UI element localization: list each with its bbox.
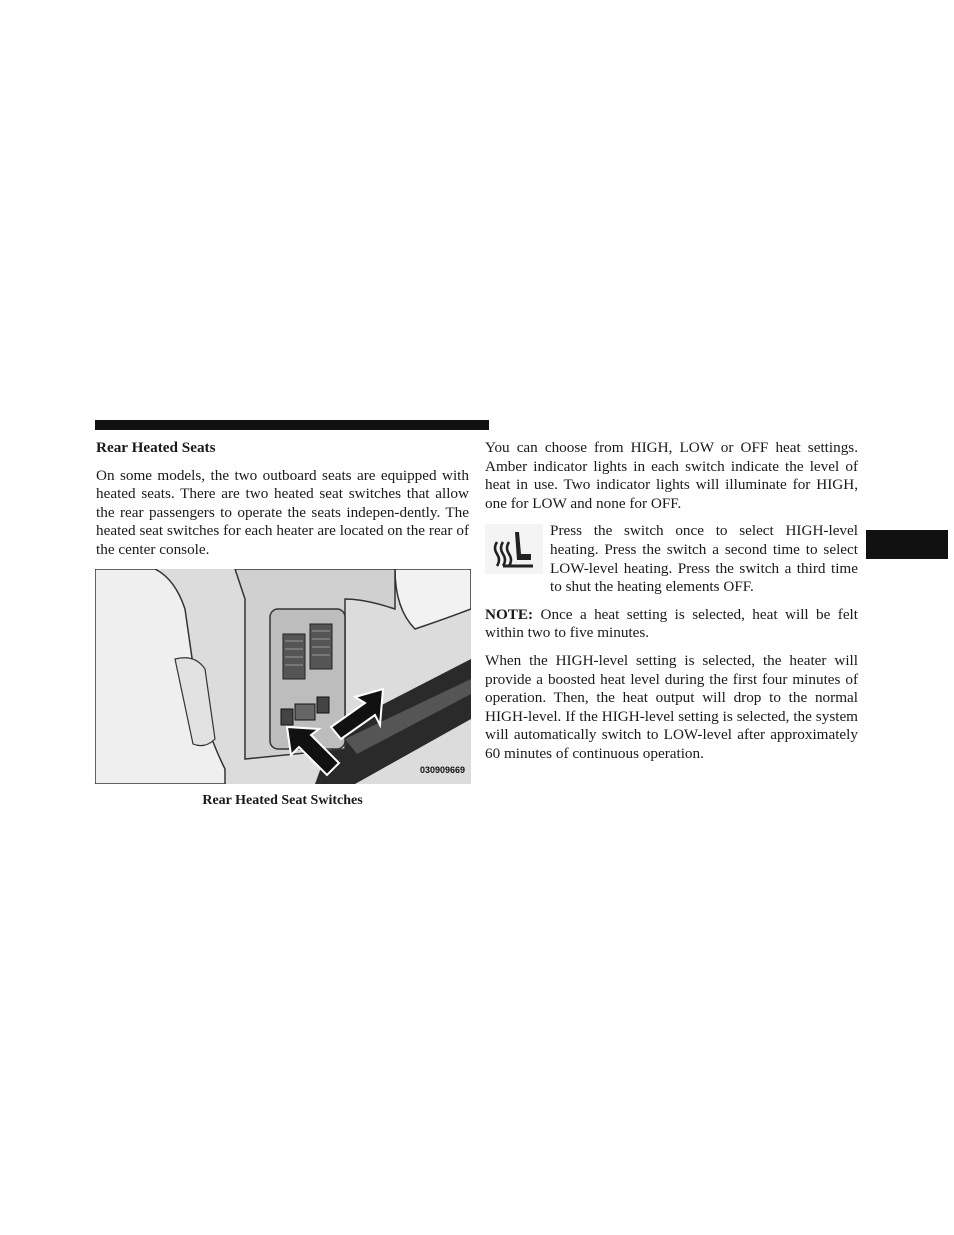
console-drawing — [95, 569, 471, 784]
note-text: Once a heat setting is selected, heat will be felt within two to five minutes. — [485, 605, 858, 642]
section-heading: Rear Heated Seats — [96, 439, 216, 456]
high-level-paragraph: When the HIGH-level setting is selected, the heater will provide a boosted heat level during the first four minutes of operation. Then, the heat output will drop to the normal HIGH-level. If the HIGH-level setting is selected, the system will automatically switch to LOW-level after approximately 60 minutes of continuous operation. — [485, 651, 858, 762]
section-top-rule — [95, 420, 489, 430]
figure-caption: Rear Heated Seat Switches — [202, 792, 363, 808]
switch-instructions — [485, 522, 858, 596]
figure-code: 030909669 — [419, 764, 465, 775]
note-paragraph — [485, 606, 858, 643]
note-label: NOTE: — [485, 605, 534, 623]
switch-instructions-text: Press the switch once to select HIGH-level heating. Press the switch a second time to select LOW-level heating. Press the switch a third time to shut the heating elements OFF. — [550, 522, 858, 596]
right-column — [485, 439, 858, 773]
left-column — [96, 439, 469, 810]
heat-settings-paragraph: You can choose from HIGH, LOW or OFF heat settings. Amber indicator lights in each switch indicate the level of heat in use. Two indicator lights will illuminate for HIGH, one for LOW and none for OFF. — [485, 439, 858, 512]
heated-seat-icon — [485, 524, 543, 580]
rear-heated-seat-switches-illustration — [95, 569, 471, 784]
chapter-tab-marker — [866, 530, 948, 559]
intro-paragraph: On some models, the two outboard seats are equipped with heated seats. There are two heated seat switches that allow the rear passengers to operate the seats indepen-dently. The heated seat switches for each heater are located on the rear of the center console. — [96, 466, 469, 558]
